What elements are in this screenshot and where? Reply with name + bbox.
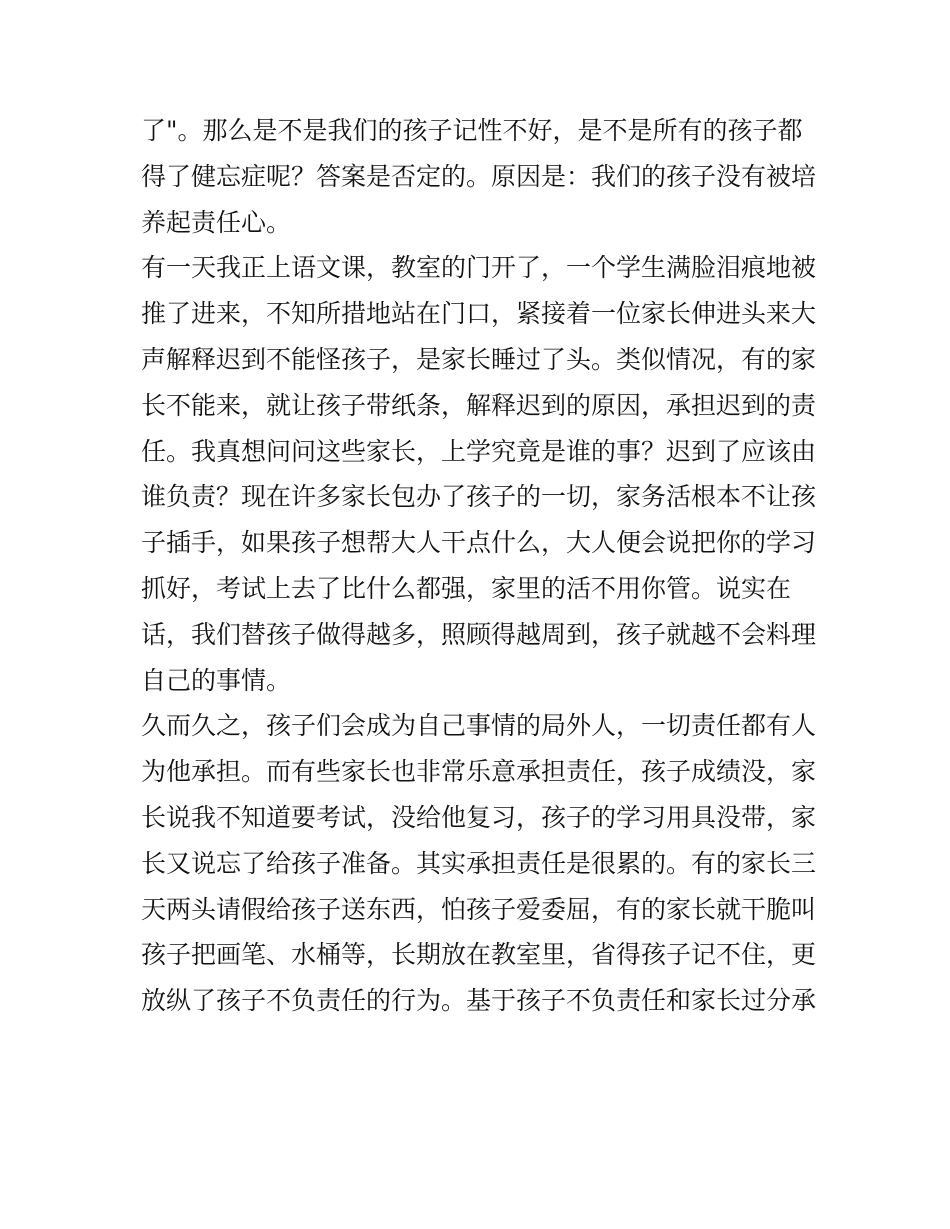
text-line: 为他承担。而有些家长也非常乐意承担责任，孩子成绩没，家 bbox=[141, 757, 817, 787]
text-line: 久而久之，孩子们会成为自己事情的局外人，一切责任都有人 bbox=[141, 711, 817, 741]
text-line: 推了进来，不知所措地站在门口，紧接着一位家长伸进头来大 bbox=[141, 299, 817, 329]
paragraph-1 bbox=[141, 108, 817, 245]
text-line: 天两头请假给孩子送东西，怕孩子爱委屈，有的家长就干脆叫 bbox=[141, 894, 817, 924]
text-line: 自己的事情。 bbox=[141, 665, 292, 695]
paragraph-2 bbox=[141, 245, 817, 703]
text-line: 谁负责？现在许多家长包办了孩子的一切，家务活根本不让孩 bbox=[141, 482, 817, 512]
text-line: 声解释迟到不能怪孩子，是家长睡过了头。类似情况，有的家 bbox=[141, 344, 817, 374]
paragraph-3 bbox=[141, 703, 817, 1024]
text-line: 长说我不知道要考试，没给他复习，孩子的学习用具没带，家 bbox=[141, 802, 817, 832]
text-line: 得了健忘症呢？答案是否定的。原因是：我们的孩子没有被培 bbox=[141, 161, 817, 191]
text-line: 了"。那么是不是我们的孩子记性不好，是不是所有的孩子都 bbox=[141, 116, 803, 145]
text-line: 有一天我正上语文课，教室的门开了，一个学生满脸泪痕地被 bbox=[141, 253, 817, 283]
text-line: 长不能来，就让孩子带纸条，解释迟到的原因，承担迟到的责 bbox=[141, 390, 817, 420]
text-line: 放纵了孩子不负责任的行为。基于孩子不负责任和家长过分承 bbox=[141, 986, 817, 1016]
text-line: 养起责任心。 bbox=[141, 207, 292, 237]
document-body bbox=[141, 108, 817, 1024]
text-line: 孩子把画笔、水桶等，长期放在教室里，省得孩子记不住，更 bbox=[141, 940, 817, 970]
text-line: 任。我真想问问这些家长，上学究竟是谁的事？迟到了应该由 bbox=[141, 436, 817, 466]
text-line: 子插手，如果孩子想帮大人干点什么，大人便会说把你的学习 bbox=[141, 528, 817, 558]
text-line: 长又说忘了给孩子准备。其实承担责任是很累的。有的家长三 bbox=[141, 848, 817, 878]
text-line: 话，我们替孩子做得越多，照顾得越周到，孩子就越不会料理 bbox=[141, 619, 817, 649]
text-line: 抓好，考试上去了比什么都强，家里的活不用你管。说实在 bbox=[141, 573, 792, 603]
